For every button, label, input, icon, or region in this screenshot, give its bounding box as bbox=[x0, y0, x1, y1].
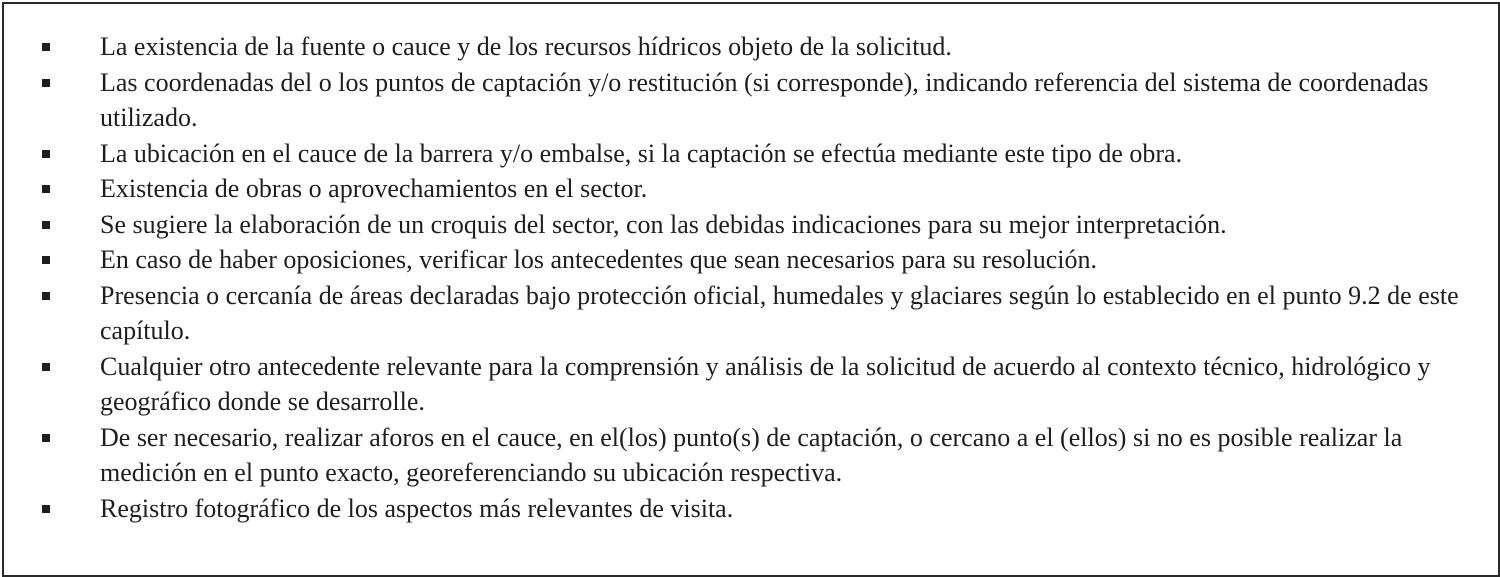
list-item bbox=[4, 349, 1498, 420]
list-item-text: Existencia de obras o aprovechamientos en el sector. bbox=[100, 174, 648, 203]
bullet-list bbox=[4, 29, 1498, 526]
list-item bbox=[4, 136, 1498, 172]
square-bullet-icon bbox=[42, 363, 50, 371]
list-item-text: Cualquier otro antecedente relevante para la comprensión y análisis de la solicitud de acuerdo al contexto técnico, hidrológico y geográfico donde se desarrolle. bbox=[100, 351, 1431, 416]
square-bullet-icon bbox=[42, 256, 50, 264]
list-item bbox=[4, 207, 1498, 243]
list-item bbox=[4, 491, 1498, 527]
square-bullet-icon bbox=[42, 185, 50, 193]
list-item bbox=[4, 29, 1498, 65]
list-item-text: La ubicación en el cauce de la barrera y/o embalse, si la captación se efectúa mediante este tipo de obra. bbox=[100, 138, 1183, 168]
square-bullet-icon bbox=[42, 150, 50, 158]
list-item-text: De ser necesario, realizar aforos en el cauce, en el(los) punto(s) de captación, o cercano a el (ellos) si no es posible realizar la medición en el punto exacto, georeferenciando su ubicación respectiva. bbox=[100, 422, 1403, 487]
list-item bbox=[4, 420, 1498, 491]
list-item bbox=[4, 171, 1498, 207]
list-item-text: Las coordenadas del o los puntos de captación y/o restitución (si corresponde), indicando referencia del sistema de coordenadas utilizado. bbox=[100, 67, 1429, 132]
square-bullet-icon bbox=[42, 434, 50, 442]
list-item-text: La existencia de la fuente o cauce y de los recursos hídricos objeto de la solicitud. bbox=[100, 32, 952, 61]
square-bullet-icon bbox=[42, 292, 50, 300]
list-item bbox=[4, 65, 1498, 136]
list-item-text: Se sugiere la elaboración de un croquis del sector, con las debidas indicaciones para su mejor interpretación. bbox=[100, 209, 1227, 239]
list-item-text: Presencia o cercanía de áreas declaradas bajo protección oficial, humedales y glaciares según lo establecido en el punto 9.2 de este capítulo. bbox=[100, 280, 1459, 345]
square-bullet-icon bbox=[42, 505, 50, 513]
bordered-text-box bbox=[2, 2, 1500, 577]
list-item bbox=[4, 278, 1498, 349]
square-bullet-icon bbox=[42, 79, 50, 87]
list-item-text: En caso de haber oposiciones, verificar los antecedentes que sean necesarios para su resolución. bbox=[100, 245, 1097, 274]
square-bullet-icon bbox=[42, 221, 50, 229]
list-item bbox=[4, 242, 1498, 278]
square-bullet-icon bbox=[42, 43, 50, 51]
list-item-text: Registro fotográfico de los aspectos más relevantes de visita. bbox=[100, 493, 734, 523]
